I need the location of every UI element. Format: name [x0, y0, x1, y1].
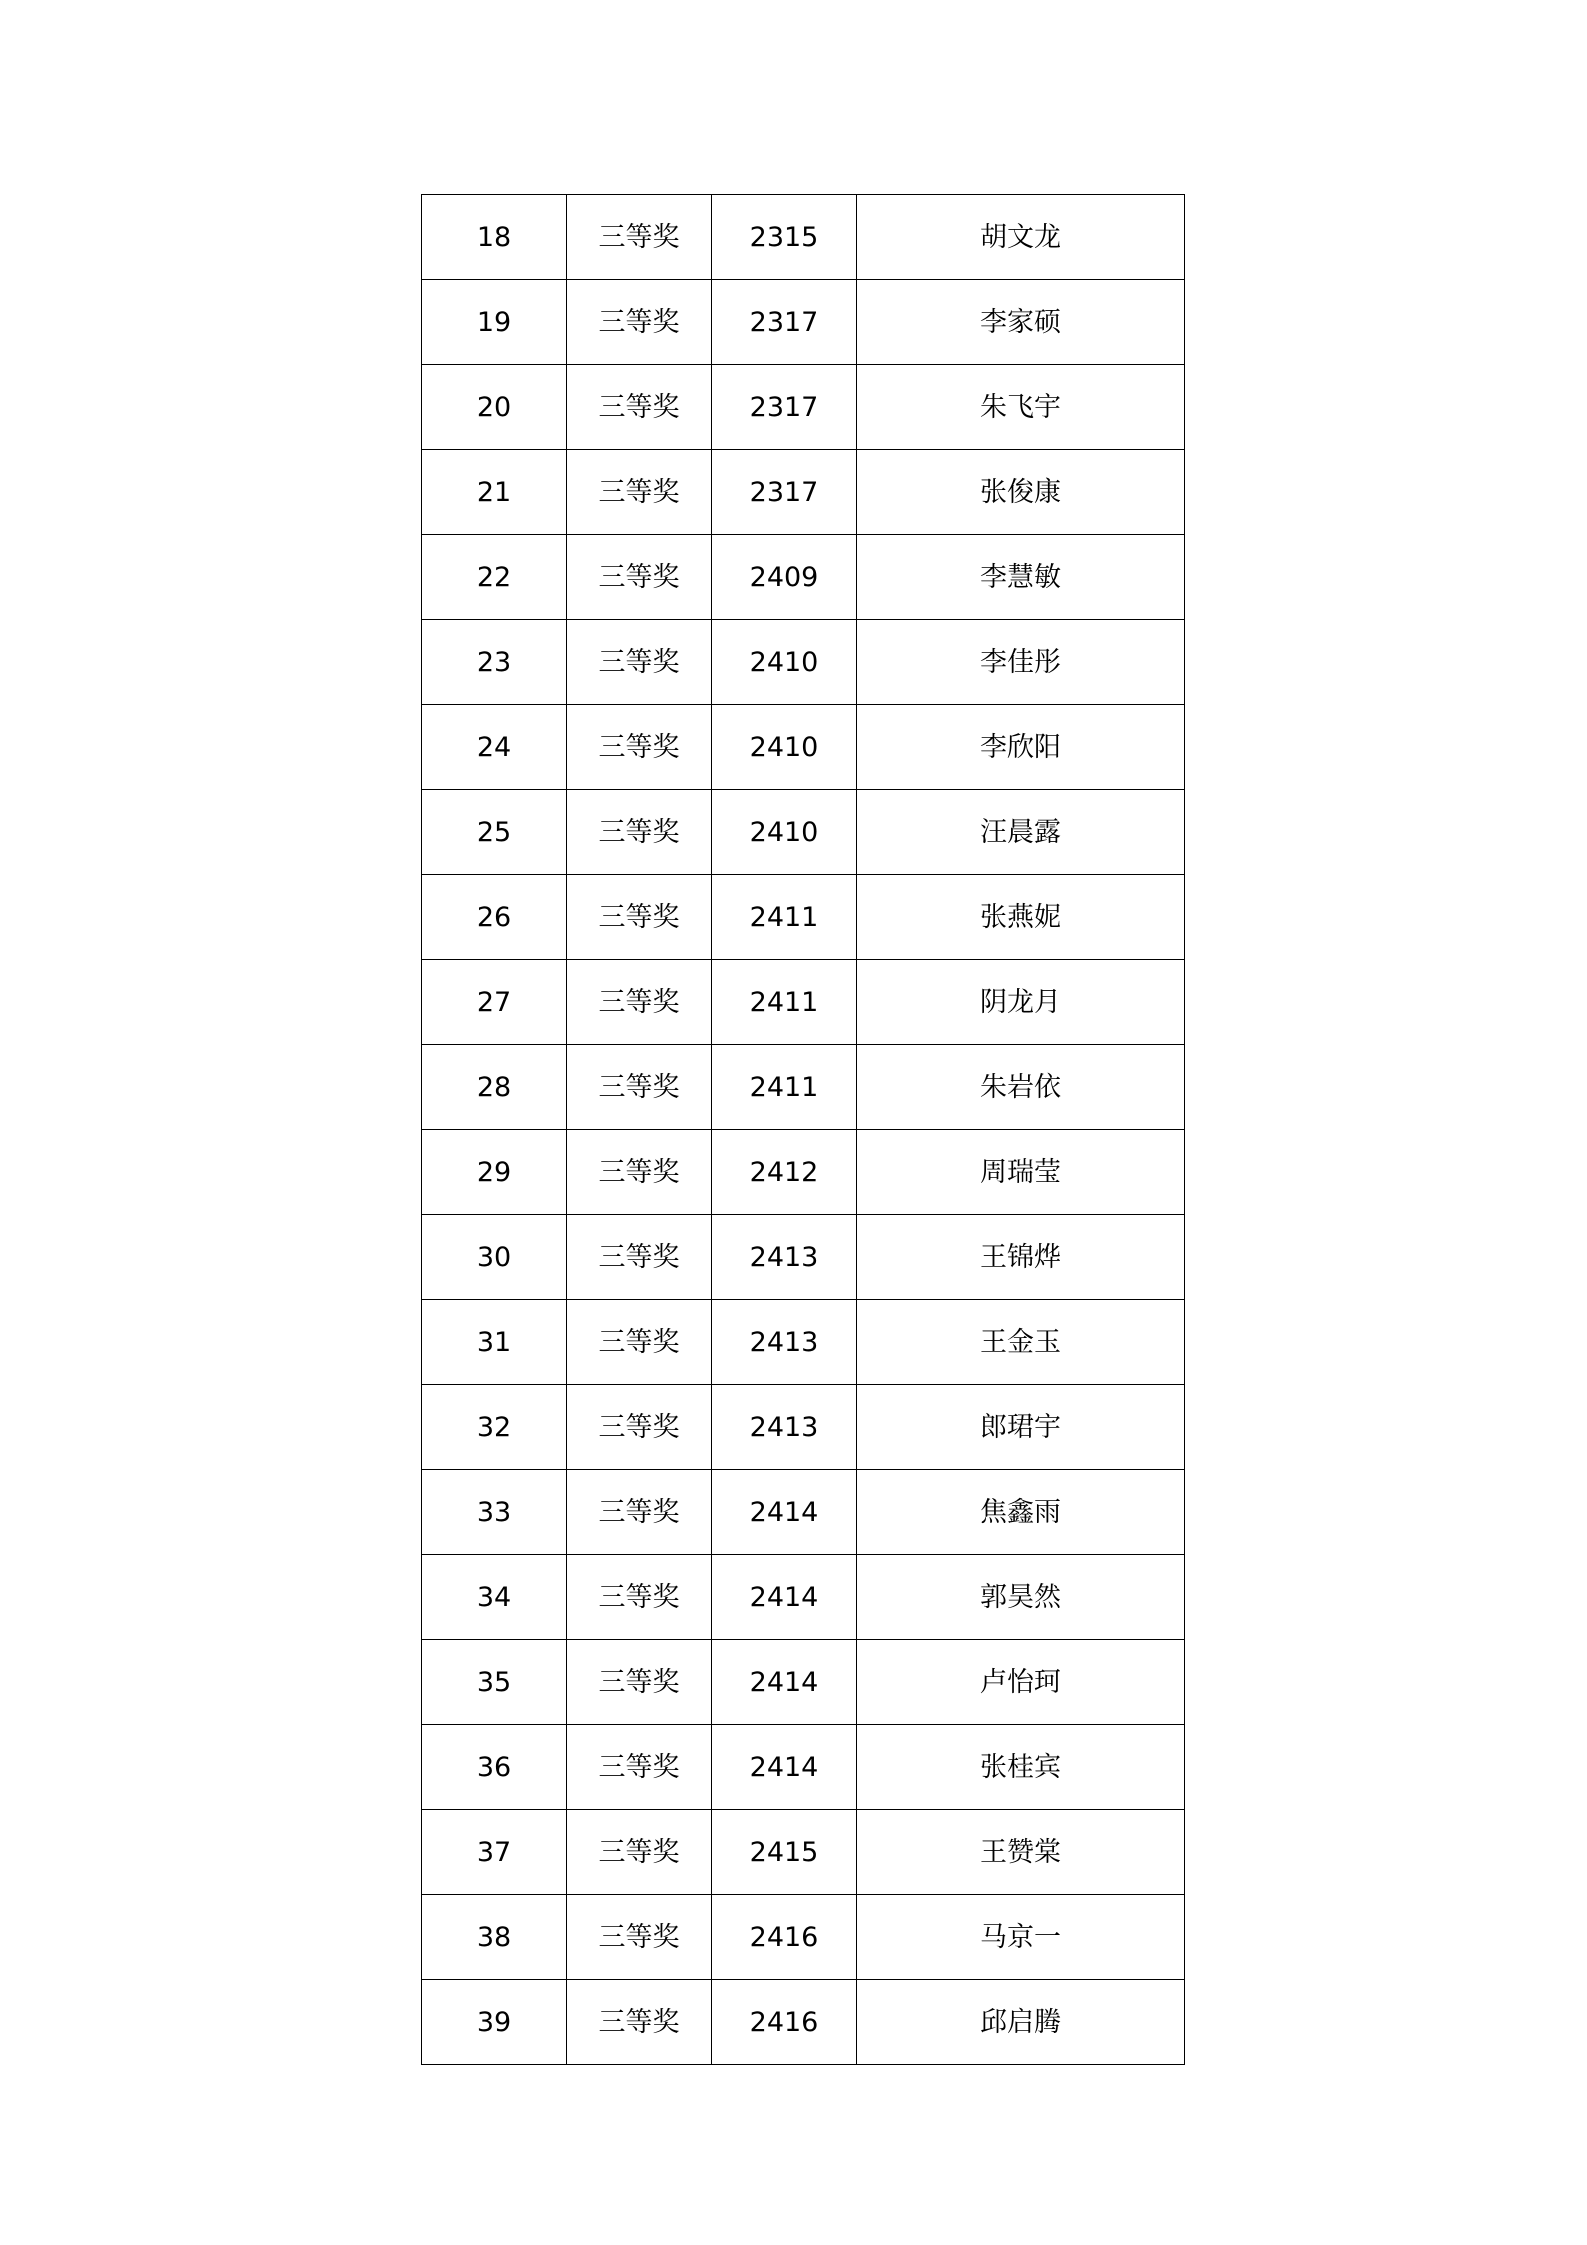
student-name-cell: 张燕妮	[857, 875, 1185, 960]
table-row	[422, 705, 1185, 790]
award-level-cell: 三等奖	[567, 1045, 712, 1130]
award-level-cell: 三等奖	[567, 1980, 712, 2065]
award-level-cell: 三等奖	[567, 195, 712, 280]
student-name-cell: 卢怡珂	[857, 1640, 1185, 1725]
row-number-cell: 22	[422, 535, 567, 620]
award-level-cell: 三等奖	[567, 1470, 712, 1555]
class-cell: 2414	[712, 1725, 857, 1810]
row-number-cell: 36	[422, 1725, 567, 1810]
student-name-cell: 张俊康	[857, 450, 1185, 535]
row-number-cell: 20	[422, 365, 567, 450]
row-number-cell: 29	[422, 1130, 567, 1215]
row-number-cell: 24	[422, 705, 567, 790]
student-name-cell: 王锦烨	[857, 1215, 1185, 1300]
award-level-cell: 三等奖	[567, 1555, 712, 1640]
table-row	[422, 195, 1185, 280]
row-number-cell: 35	[422, 1640, 567, 1725]
row-number-cell: 33	[422, 1470, 567, 1555]
table-row	[422, 875, 1185, 960]
student-name-cell: 阴龙月	[857, 960, 1185, 1045]
class-cell: 2413	[712, 1300, 857, 1385]
row-number-cell: 32	[422, 1385, 567, 1470]
award-level-cell: 三等奖	[567, 450, 712, 535]
student-name-cell: 王赞棠	[857, 1810, 1185, 1895]
award-level-cell: 三等奖	[567, 1385, 712, 1470]
student-name-cell: 李佳彤	[857, 620, 1185, 705]
class-cell: 2413	[712, 1385, 857, 1470]
table-row	[422, 1215, 1185, 1300]
class-cell: 2410	[712, 705, 857, 790]
table-row	[422, 1895, 1185, 1980]
class-cell: 2315	[712, 195, 857, 280]
class-cell: 2317	[712, 450, 857, 535]
student-name-cell: 郭昊然	[857, 1555, 1185, 1640]
class-cell: 2411	[712, 875, 857, 960]
award-level-cell: 三等奖	[567, 875, 712, 960]
table-row	[422, 450, 1185, 535]
table-row	[422, 790, 1185, 875]
row-number-cell: 23	[422, 620, 567, 705]
student-name-cell: 朱岩依	[857, 1045, 1185, 1130]
student-name-cell: 胡文龙	[857, 195, 1185, 280]
class-cell: 2416	[712, 1980, 857, 2065]
student-name-cell: 朱飞宇	[857, 365, 1185, 450]
student-name-cell: 马京一	[857, 1895, 1185, 1980]
student-name-cell: 周瑞莹	[857, 1130, 1185, 1215]
award-level-cell: 三等奖	[567, 535, 712, 620]
class-cell: 2416	[712, 1895, 857, 1980]
row-number-cell: 34	[422, 1555, 567, 1640]
award-level-cell: 三等奖	[567, 790, 712, 875]
class-cell: 2414	[712, 1555, 857, 1640]
class-cell: 2413	[712, 1215, 857, 1300]
class-cell: 2410	[712, 790, 857, 875]
award-level-cell: 三等奖	[567, 960, 712, 1045]
row-number-cell: 27	[422, 960, 567, 1045]
class-cell: 2412	[712, 1130, 857, 1215]
student-name-cell: 王金玉	[857, 1300, 1185, 1385]
award-level-cell: 三等奖	[567, 1300, 712, 1385]
row-number-cell: 30	[422, 1215, 567, 1300]
table-row	[422, 1045, 1185, 1130]
table-row	[422, 960, 1185, 1045]
student-name-cell: 郎珺宇	[857, 1385, 1185, 1470]
table-row	[422, 1810, 1185, 1895]
table-row	[422, 620, 1185, 705]
row-number-cell: 38	[422, 1895, 567, 1980]
award-table	[421, 194, 1185, 2065]
table-row	[422, 1470, 1185, 1555]
class-cell: 2411	[712, 960, 857, 1045]
student-name-cell: 邱启腾	[857, 1980, 1185, 2065]
award-level-cell: 三等奖	[567, 1895, 712, 1980]
table-row	[422, 1555, 1185, 1640]
award-table-body	[422, 195, 1185, 2065]
row-number-cell: 25	[422, 790, 567, 875]
class-cell: 2409	[712, 535, 857, 620]
class-cell: 2415	[712, 1810, 857, 1895]
class-cell: 2414	[712, 1470, 857, 1555]
table-row	[422, 1725, 1185, 1810]
award-level-cell: 三等奖	[567, 365, 712, 450]
class-cell: 2414	[712, 1640, 857, 1725]
row-number-cell: 37	[422, 1810, 567, 1895]
table-row	[422, 1130, 1185, 1215]
student-name-cell: 张桂宾	[857, 1725, 1185, 1810]
class-cell: 2317	[712, 280, 857, 365]
student-name-cell: 李家硕	[857, 280, 1185, 365]
row-number-cell: 18	[422, 195, 567, 280]
table-row	[422, 365, 1185, 450]
row-number-cell: 19	[422, 280, 567, 365]
award-level-cell: 三等奖	[567, 705, 712, 790]
award-level-cell: 三等奖	[567, 1130, 712, 1215]
class-cell: 2410	[712, 620, 857, 705]
table-row	[422, 1980, 1185, 2065]
table-row	[422, 280, 1185, 365]
student-name-cell: 李慧敏	[857, 535, 1185, 620]
row-number-cell: 26	[422, 875, 567, 960]
student-name-cell: 焦鑫雨	[857, 1470, 1185, 1555]
award-level-cell: 三等奖	[567, 280, 712, 365]
row-number-cell: 21	[422, 450, 567, 535]
table-row	[422, 1300, 1185, 1385]
award-level-cell: 三等奖	[567, 1725, 712, 1810]
class-cell: 2317	[712, 365, 857, 450]
table-row	[422, 535, 1185, 620]
award-level-cell: 三等奖	[567, 1215, 712, 1300]
table-row	[422, 1385, 1185, 1470]
row-number-cell: 28	[422, 1045, 567, 1130]
row-number-cell: 39	[422, 1980, 567, 2065]
award-level-cell: 三等奖	[567, 1640, 712, 1725]
table-row	[422, 1640, 1185, 1725]
award-level-cell: 三等奖	[567, 620, 712, 705]
award-level-cell: 三等奖	[567, 1810, 712, 1895]
class-cell: 2411	[712, 1045, 857, 1130]
student-name-cell: 汪晨露	[857, 790, 1185, 875]
row-number-cell: 31	[422, 1300, 567, 1385]
student-name-cell: 李欣阳	[857, 705, 1185, 790]
